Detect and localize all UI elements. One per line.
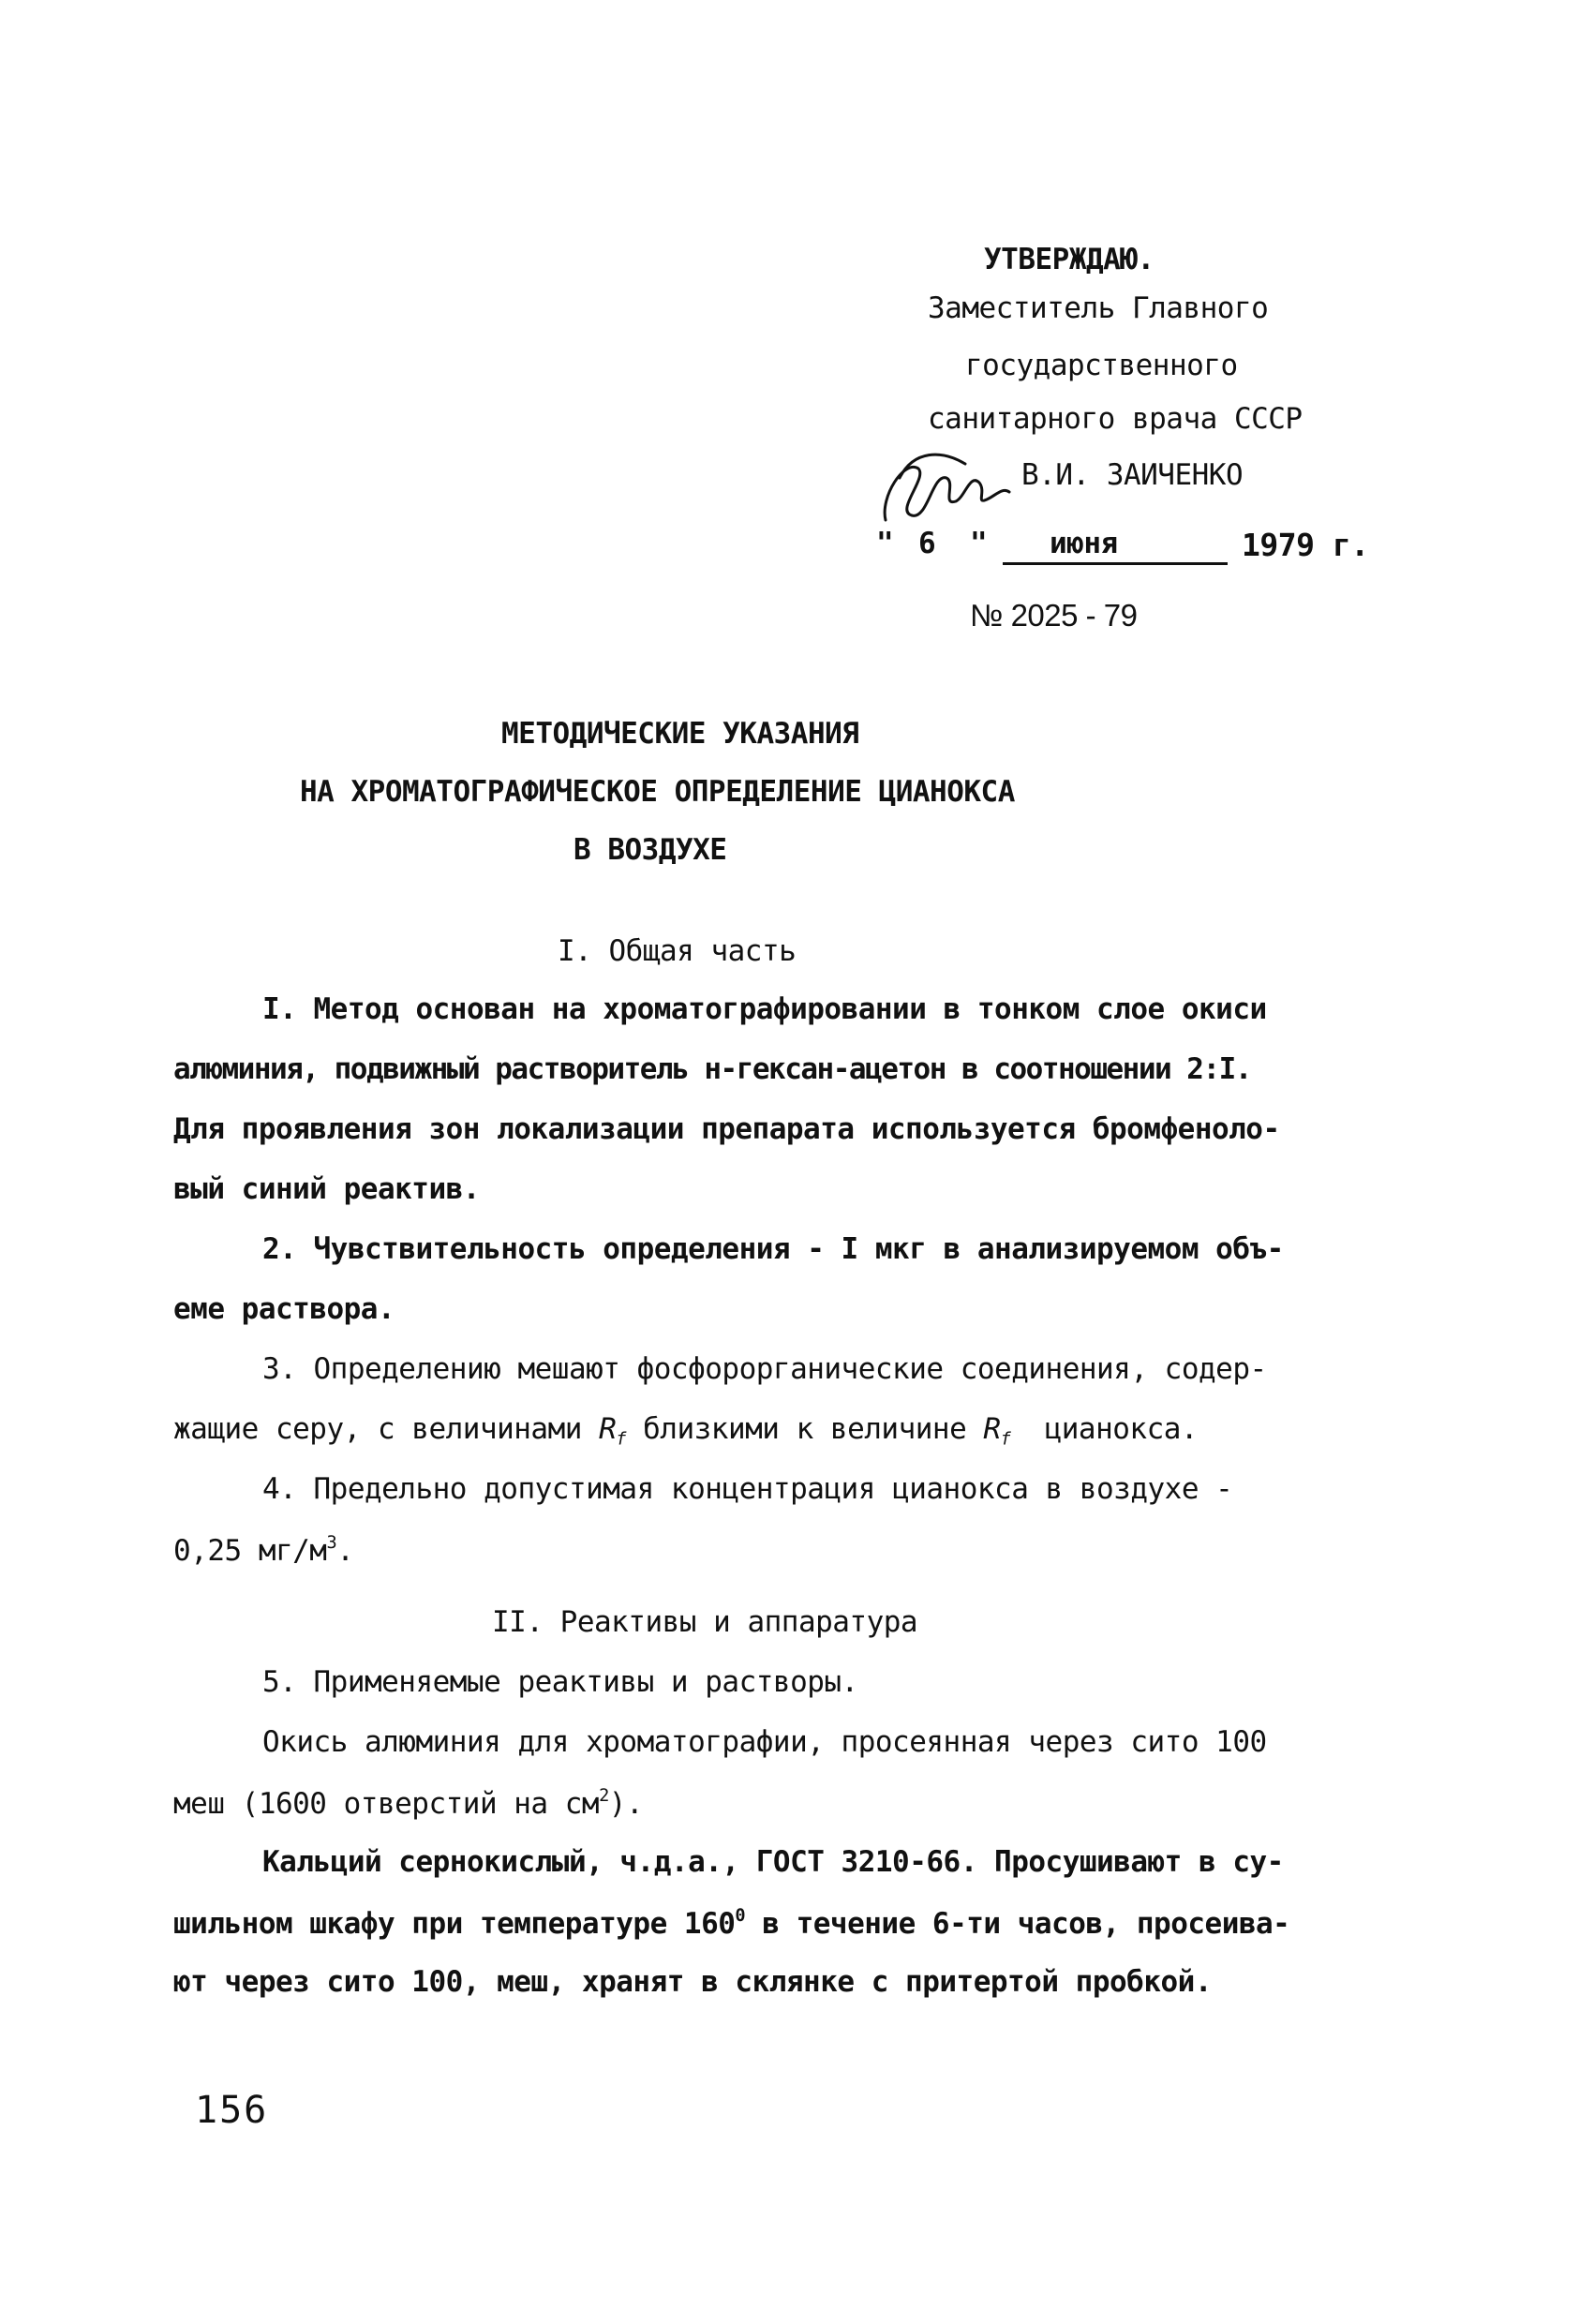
- date-close-quote: ": [970, 527, 988, 560]
- p1-line1: I. Метод основан на хроматографировании в тонком слое окиси: [262, 992, 1267, 1026]
- signature-image: [876, 440, 1017, 544]
- section2-heading: II. Реактивы и аппаратура: [492, 1605, 918, 1639]
- p1-line3: Для проявления зон локализации препарата используется бромфеноло-: [173, 1112, 1280, 1146]
- p3-line2: жащие серу, с величинами $R_f$ близкими к величине $R_f$ цианокса.: [173, 1412, 1199, 1450]
- p2-line1: 2. Чувствительность определения - I мкг в анализируемом объ-: [262, 1232, 1284, 1266]
- date-open-quote: ": [876, 527, 894, 560]
- p3-line1: 3. Определению мешают фосфорорганические соединения, содер-: [262, 1352, 1267, 1386]
- approval-heading: УТВЕРЖДАЮ.: [984, 243, 1155, 276]
- approval-position-line1: Заместитель Главного: [928, 291, 1269, 325]
- p6-line2: меш (1600 отверстий на $см^2$).: [173, 1786, 644, 1822]
- date-month: июня: [1050, 527, 1118, 560]
- rf-symbol-2: $R_f$: [983, 1412, 1011, 1450]
- p4-line2: 0,25 $мг/м^3$.: [173, 1533, 354, 1569]
- p5-line: 5. Применяемые реактивы и растворы.: [262, 1665, 858, 1699]
- section1-heading: I. Общая часть: [558, 934, 797, 968]
- title-line3: В ВОЗДУХЕ: [574, 833, 727, 867]
- approval-number: № 2025 - 79: [970, 598, 1138, 633]
- date-year: 1979 г.: [1242, 527, 1369, 563]
- approval-position-line3: санитарного врача СССР: [928, 402, 1303, 436]
- date-month-underline: [1003, 562, 1228, 565]
- p7-line1: Кальций сернокислый, ч.д.а., ГОСТ 3210-66. Просушивают в су-: [262, 1845, 1284, 1879]
- p6-line1: Окись алюминия для хроматографии, просеянная через сито 100: [262, 1725, 1267, 1759]
- approval-name: В.И. ЗАИЧЕНКО: [1021, 458, 1244, 492]
- rf-symbol-1: $R_f$: [599, 1412, 626, 1450]
- p4-line1: 4. Предельно допустимая концентрация цианокса в воздухе -: [262, 1472, 1233, 1506]
- title-line2: НА ХРОМАТОГРАФИЧЕСКОЕ ОПРЕДЕЛЕНИЕ ЦИАНОКСА: [300, 775, 1015, 809]
- p7-line2: шильном шкафу при температуре $160^0$ в течение 6-ти часов, просеива-: [173, 1906, 1290, 1942]
- p2-line2: еме раствора.: [173, 1292, 395, 1326]
- approval-position-line2: государственного: [965, 349, 1238, 382]
- date-day: 6: [918, 527, 936, 560]
- p7-line3: ют через сито 100, меш, хранят в склянке с притертой пробкой.: [173, 1965, 1212, 1999]
- p1-line2: алюминия, подвижный растворитель н-гексан-ацетон в соотношении 2:I.: [173, 1052, 1251, 1086]
- p1-line4: вый синий реактив.: [173, 1172, 480, 1206]
- title-line1: МЕТОДИЧЕСКИЕ УКАЗАНИЯ: [501, 717, 859, 751]
- page-number: 156: [195, 2089, 269, 2132]
